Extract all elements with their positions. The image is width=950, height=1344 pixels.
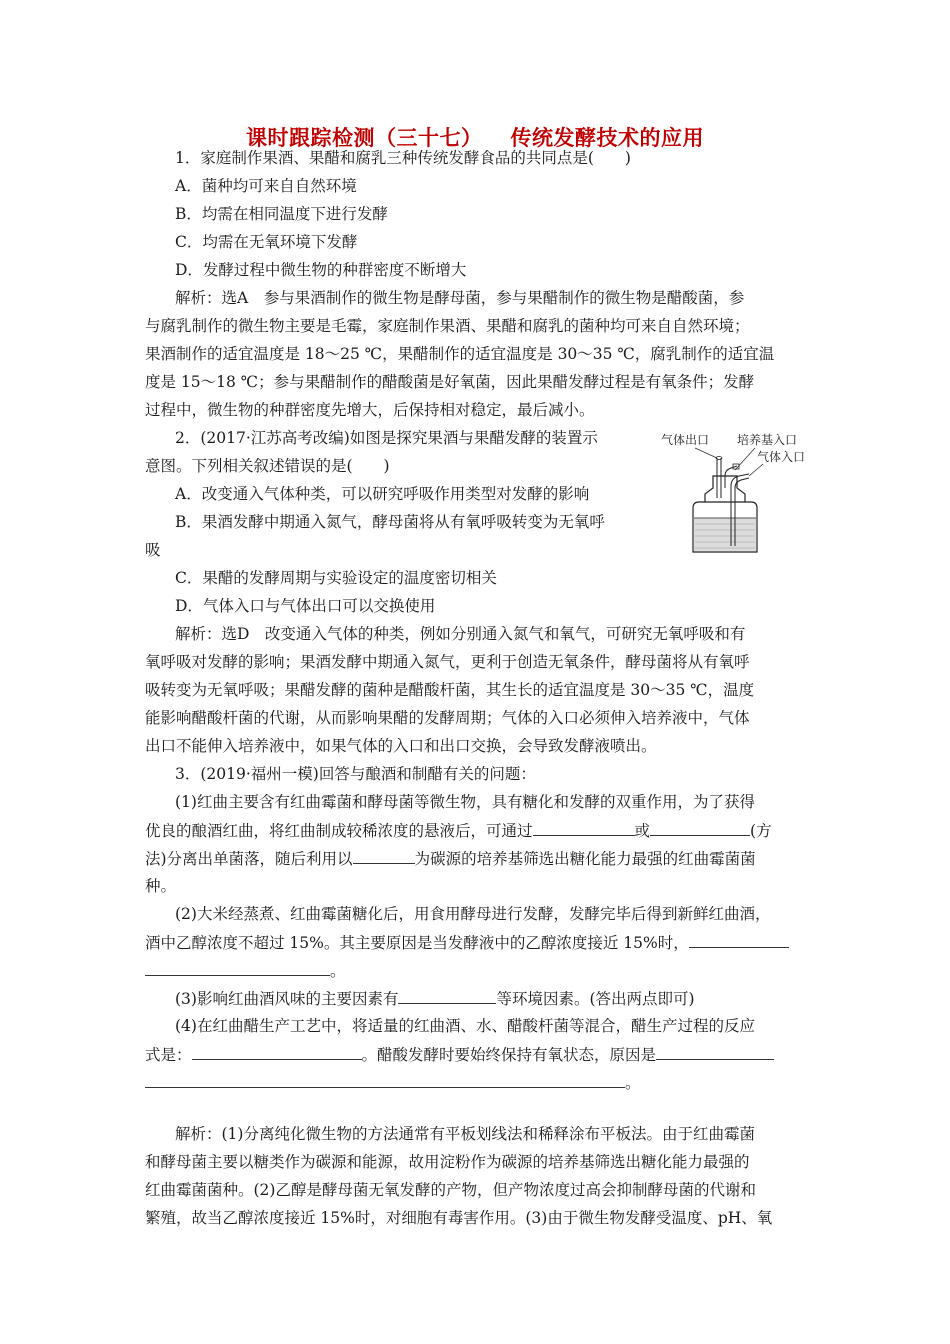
q3-text: 酒中乙醇浓度不超过 15%。其主要原因是当发酵液中的乙醇浓度接近 15%时， <box>145 934 689 952</box>
title-main: 课时跟踪检测（三十七） <box>246 125 483 150</box>
leader-line <box>695 448 717 458</box>
answer-blank[interactable] <box>533 820 635 836</box>
q3-part1-line: 种。 <box>145 877 177 895</box>
q3-text: 优良的酿酒红曲，将红曲制成较稀浓度的悬液后，可通过 <box>145 822 533 840</box>
q3-part3-line <box>175 988 695 1009</box>
q3-part4-line: (4)在红曲醋生产工艺中，将适量的红曲酒、水、醋酸杆菌等混合，醋生产过程的反应 <box>175 1017 755 1035</box>
q1-option-d: D．发酵过程中微生物的种群密度不断增大 <box>175 261 467 279</box>
q3-text: 。 <box>330 962 346 980</box>
q3-analysis-line: 红曲霉菌菌种。(2)乙醇是酵母菌无氧发酵的产物，但产物浓度过高会抑制酵母菌的代谢和 <box>145 1181 756 1199</box>
title-sub: 传统发酵技术的应用 <box>510 125 704 150</box>
answer-blank[interactable] <box>656 1044 774 1060</box>
q1-analysis-line: 果酒制作的适宜温度是 18～25 ℃，果醋制作的适宜温度是 30～35 ℃，腐乳制作的适宜温 <box>145 345 775 363</box>
q3-text: 。 <box>625 1074 641 1092</box>
q2-stem-line2: 意图。下列相关叙述错误的是( ) <box>145 457 390 475</box>
q3-part2-line <box>145 932 789 953</box>
answer-blank[interactable] <box>145 960 330 976</box>
leader-line <box>749 464 763 476</box>
q3-analysis-line: 和酵母菌主要以糖类作为碳源和能源，故用淀粉作为碳源的培养基筛选出糖化能力最强的 <box>145 1153 750 1171</box>
q1-analysis-line: 与腐乳制作的微生物主要是毛霉，家庭制作果酒、果醋和腐乳的菌种均可来自自然环境； <box>145 317 750 335</box>
q2-analysis-line: 出口不能伸入培养液中，如果气体的入口和出口交换，会导致发酵液喷出。 <box>145 737 657 755</box>
q2-analysis-line: 解析：选D 改变通入气体的种类，例如分别通入氮气和氧气，可研究无氧呼吸和有 <box>175 625 746 643</box>
q3-part1-line <box>145 848 756 869</box>
q1-stem: 1．家庭制作果酒、果醋和腐乳三种传统发酵食品的共同点是( ) <box>175 149 631 167</box>
q3-part1-line: (1)红曲主要含有红曲霉菌和酵母菌等微生物，具有糖化和发酵的双重作用，为了获得 <box>175 793 755 811</box>
q2-option-b: B．果酒发酵中期通入氮气，酵母菌将从有氧呼吸转变为无氧呼 <box>175 513 605 531</box>
q3-text: (3)影响红曲酒风味的主要因素有 <box>175 990 399 1008</box>
q2-analysis-line: 能影响醋酸杆菌的代谢，从而影响果醋的发酵周期；气体的入口必须伸入培养液中，气体 <box>145 709 750 727</box>
q1-analysis-line: 解析：选A 参与果酒制作的微生物是酵母菌，参与果醋制作的微生物是醋酸菌，参 <box>175 289 745 307</box>
answer-blank[interactable] <box>192 1044 362 1060</box>
q3-part1-line <box>145 820 772 841</box>
q3-text: 。醋酸发酵时要始终保持有氧状态，原因是 <box>361 1046 657 1064</box>
q3-analysis-line: 繁殖，故当乙醇浓度接近 15%时，对细胞有毒害作用。(3)由于微生物发酵受温度、pH、氧 <box>145 1209 773 1227</box>
q1-analysis-line: 过程中，微生物的种群密度先增大，后保持相对稳定，最后减小。 <box>145 401 595 419</box>
q3-stem: 3．(2019·福州一模)回答与酿酒和制醋有关的问题： <box>175 765 536 783</box>
label-medium-inlet: 培养基入口 <box>737 433 798 447</box>
q2-option-d: D．气体入口与气体出口可以交换使用 <box>175 597 436 615</box>
q2-option-a: A．改变通入气体种类，可以研究呼吸作用类型对发酵的影响 <box>175 485 590 503</box>
q1-option-a: A．菌种均可来自自然环境 <box>175 177 357 195</box>
answer-blank[interactable] <box>353 848 415 864</box>
leader-line <box>735 448 755 470</box>
q1-option-b: B．均需在相同温度下进行发酵 <box>175 205 388 223</box>
gas-outlet-tube <box>717 458 721 498</box>
fermentation-apparatus-figure <box>655 428 815 563</box>
q3-text: 式是： <box>145 1046 192 1064</box>
q2-option-b-cont: 吸 <box>145 541 161 559</box>
q1-analysis-line: 度是 15～18 ℃；参与果醋制作的醋酸菌是好氧菌，因此果醋发酵过程是有氧条件；发酵 <box>145 373 755 391</box>
q3-part2-line <box>145 960 346 981</box>
answer-blank[interactable] <box>145 1072 625 1088</box>
q3-analysis-line: 解析：(1)分离纯化微生物的方法通常有平板划线法和稀释涂布平板法。由于红曲霉菌 <box>175 1125 755 1143</box>
culture-liquid <box>694 518 756 551</box>
q3-part4-line <box>145 1044 774 1065</box>
q2-option-c: C．果醋的发酵周期与实验设定的温度密切相关 <box>175 569 497 587</box>
q2-analysis-line: 氧呼吸对发酵的影响；果酒发酵中期通入氮气，更利于创造无氧条件，酵母菌将从有氧呼 <box>145 653 750 671</box>
answer-blank[interactable] <box>689 932 789 948</box>
q2-analysis-line: 吸转变为无氧呼吸；果醋发酵的菌种是醋酸杆菌，其生长的适宜温度是 30～35 ℃，温度 <box>145 681 755 699</box>
q3-text: (方 <box>750 822 772 840</box>
label-gas-inlet: 气体入口 <box>757 450 806 464</box>
label-gas-outlet: 气体出口 <box>661 433 710 447</box>
answer-blank[interactable] <box>398 988 496 1004</box>
q3-text: 或 <box>634 822 651 840</box>
answer-blank[interactable] <box>650 820 750 836</box>
q3-part4-line <box>145 1072 641 1093</box>
q3-text: 法)分离出单菌落，随后利用以 <box>145 850 353 868</box>
q2-stem-line1: 2．(2017·江苏高考改编)如图是探究果酒与果醋发酵的装置示 <box>175 429 598 447</box>
q1-option-c: C．均需在无氧环境下发酵 <box>175 233 358 251</box>
q3-text: 为碳源的培养基筛选出糖化能力最强的红曲霉菌菌 <box>414 850 756 868</box>
q3-text: 等环境因素。(答出两点即可) <box>496 990 695 1008</box>
q3-part2-line: (2)大米经蒸煮、红曲霉菌糖化后，用食用酵母进行发酵，发酵完毕后得到新鲜红曲酒， <box>175 905 771 923</box>
